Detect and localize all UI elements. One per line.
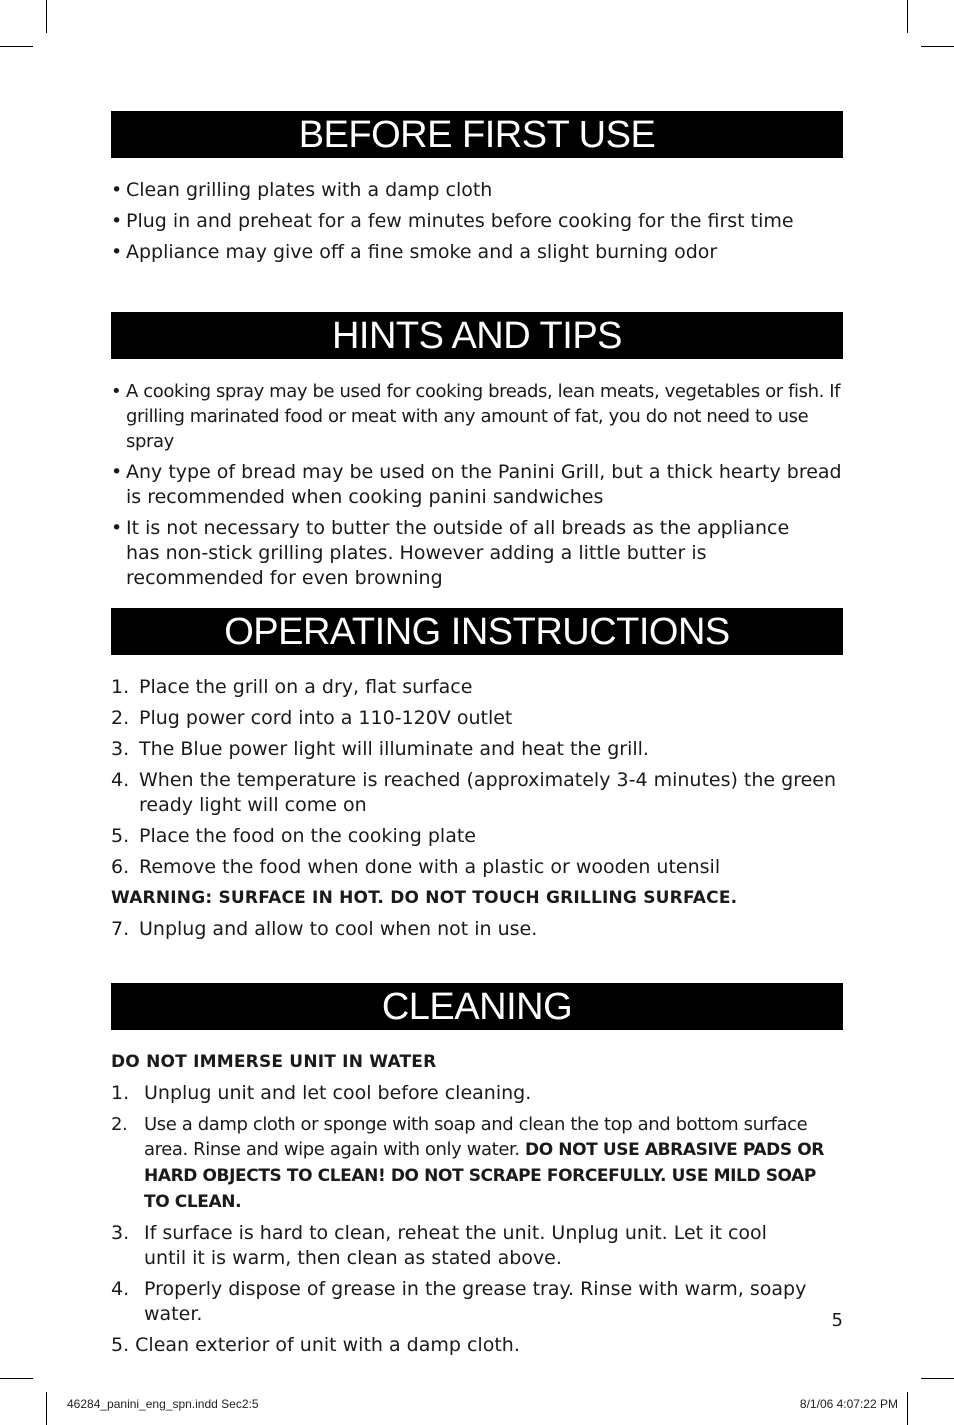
list-item: • Plug in and preheat for a few minutes before cooking for the first time	[111, 209, 843, 234]
step-number: 3.	[111, 1222, 130, 1244]
list-item	[111, 737, 843, 762]
step-number: 1.	[111, 1082, 130, 1104]
crop-mark	[907, 1392, 908, 1425]
step-bold-warning: DO NOT USE ABRASIVE PADS OR HARD OBJECTS TO CLEAN! DO NOT SCRAPE FORCEFULLY. USE MILD SOAP TO CLEAN.	[144, 1140, 824, 1212]
step-number: 7.	[111, 918, 130, 940]
step-text: Unplug and allow to cool when not in use.	[139, 918, 538, 940]
step-text: Properly dispose of grease in the grease tray. Rinse with warm, soapy water.	[144, 1278, 807, 1325]
operating-instructions-list	[111, 675, 843, 948]
step-text: If surface is hard to clean, reheat the unit. Unplug unit. Let it cool until it is warm, then clean as stated above.	[144, 1222, 767, 1269]
step-text: Plug power cord into a 110-120V outlet	[139, 707, 513, 729]
list-item	[111, 1221, 843, 1271]
warning-text: DO NOT IMMERSE UNIT IN WATER	[111, 1052, 437, 1072]
list-item	[111, 855, 843, 880]
list-item	[111, 675, 843, 700]
section-title-operating-instructions: OPERATING INSTRUCTIONS	[111, 608, 843, 655]
step-text: Place the grill on a dry, flat surface	[139, 676, 473, 698]
section-title-cleaning: CLEANING	[111, 983, 843, 1030]
step-number: 2.	[111, 707, 130, 729]
crop-mark	[0, 1378, 33, 1379]
crop-mark	[921, 46, 954, 47]
step-text: Use a damp cloth or sponge with soap and clean the top and bottom surface area. Rinse and wipe again with only water.	[144, 1114, 808, 1160]
crop-mark	[921, 1378, 954, 1379]
page-number: 5	[831, 1310, 843, 1331]
before-first-use-list	[111, 178, 843, 271]
step-text: Unplug unit and let cool before cleaning.	[144, 1082, 532, 1104]
step-text: Place the food on the cooking plate	[139, 825, 476, 847]
list-item: • Any type of bread may be used on the Panini Grill, but a thick hearty bread is recommended when cooking panini sandwiches	[111, 460, 843, 510]
step-text: When the temperature is reached (approximately 3-4 minutes) the green ready light will come on	[139, 769, 837, 816]
step-number: 3.	[111, 738, 130, 760]
section-title-before-first-use: BEFORE FIRST USE	[111, 111, 843, 158]
step-number: 6.	[111, 856, 130, 878]
slug-timestamp: 8/1/06 4:07:22 PM	[799, 1397, 898, 1411]
list-item: • It is not necessary to butter the outside of all breads as the appliance has non-stick grilling plates. However adding a little butter is recommended for even browning	[111, 516, 843, 591]
list-item	[111, 1081, 843, 1106]
step-number: 4.	[111, 1278, 130, 1300]
list-item: • A cooking spray may be used for cooking breads, lean meats, vegetables or fish. If grilling marinated food or meat with any amount of fat, you do not need to use spray	[111, 379, 843, 454]
list-item	[111, 824, 843, 849]
list-item	[111, 1112, 843, 1215]
step-text: Remove the food when done with a plastic or wooden utensil	[139, 856, 721, 878]
list-item	[111, 1277, 843, 1327]
step-number: 4.	[111, 769, 130, 791]
slug-file: 46284_panini_eng_spn.indd Sec2:5	[67, 1397, 259, 1411]
list-item	[111, 768, 843, 818]
list-item: • Clean grilling plates with a damp cloth	[111, 178, 843, 203]
step-text: The Blue power light will illuminate and heat the grill.	[139, 738, 649, 760]
crop-mark	[907, 0, 908, 33]
list-item	[111, 706, 843, 731]
step-number: 2.	[111, 1114, 128, 1135]
list-item: 5. Clean exterior of unit with a damp cloth.	[111, 1334, 520, 1356]
cleaning-list	[111, 1050, 843, 1364]
list-item: • Appliance may give off a fine smoke and a slight burning odor	[111, 240, 843, 265]
list-item	[111, 917, 843, 942]
crop-mark	[46, 1392, 47, 1425]
hints-and-tips-list	[111, 379, 843, 597]
crop-mark	[46, 0, 47, 33]
step-number: 5.	[111, 825, 130, 847]
warning-text: WARNING: SURFACE IN HOT. DO NOT TOUCH GRILLING SURFACE.	[111, 888, 738, 908]
step-number: 1.	[111, 676, 130, 698]
section-title-hints-and-tips: HINTS AND TIPS	[111, 312, 843, 359]
crop-mark	[0, 46, 33, 47]
